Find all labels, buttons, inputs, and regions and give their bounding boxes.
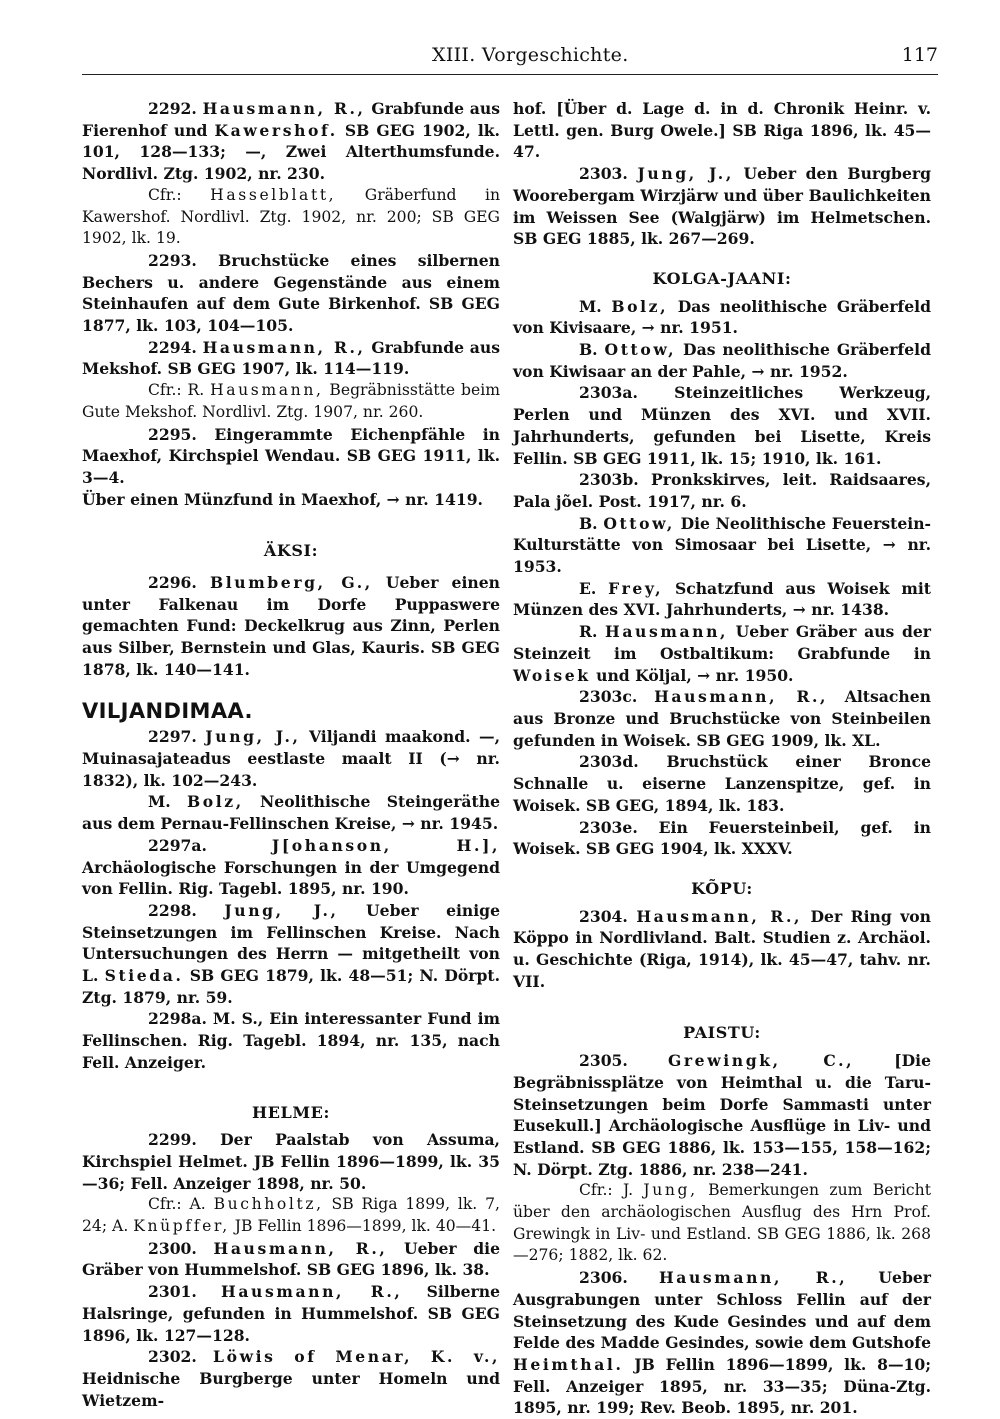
author: Stieda.	[104, 966, 184, 986]
right-column	[513, 98, 931, 1419]
section-heading-aksi: ÄKSI:	[263, 541, 319, 561]
author: Knüpffer,	[133, 1217, 230, 1236]
author: Hausmann, R.,	[658, 1268, 848, 1288]
author: Ottow,	[604, 340, 677, 360]
entry-2301: 2301. Hausmann, R., Silberne Halsringe, gefunden in Hummelshof. SB GEG 1896, lk. 127—128.	[82, 1282, 500, 1345]
place: Heimthal.	[513, 1354, 624, 1374]
entry-kolga-bolz: M. Bolz, Das neolithische Gräberfeld von Kivisaare, → nr. 1951.	[513, 296, 931, 338]
author: Buchholtz,	[213, 1195, 324, 1214]
running-head: XIII. Vorgeschichte.	[432, 44, 629, 66]
author: Bolz,	[611, 296, 669, 316]
entry-2294-cfr: Cfr.: R. Hausmann, Begräbnisstätte beim Gute Mekshof. Nordlivl. Ztg. 1907, nr. 260.	[82, 381, 500, 421]
entry-kolga-ottow: B. Ottow, Das neolithische Gräberfeld von Kiwisaar an der Pahle, → nr. 1952.	[513, 340, 931, 381]
author: Jung, J.,	[224, 900, 339, 920]
author: Hausmann,	[605, 622, 729, 642]
entry-2292: 2292. Hausmann, R., Grabfunde aus Fierenhof und Kawershof. SB GEG 1902, lk. 101, 128—133; —, Zwei Alterthumsfunde. Nordlivl. Ztg. 1902, nr. 230.	[82, 99, 501, 184]
author: Hausmann, R.,	[202, 99, 366, 118]
author: Grewingk, C.,	[667, 1051, 855, 1071]
author: Jung, J.,	[637, 164, 734, 184]
entry-2303b: 2303b. Pronkskirves, leit. Raidsaares, Pala jõel. Post. 1917, nr. 6.	[513, 470, 931, 511]
section-heading-kolga-jaani: KOLGA-JAANI:	[652, 268, 792, 288]
section-heading-helme: HELME:	[252, 1102, 330, 1122]
author: Frey,	[608, 578, 664, 598]
entry-2298: 2298. Jung, J., Ueber einige Steinsetzungen im Fellinschen Kreise. Nach Untersuchungen des Herrn — mitgetheilt von L. Stieda. SB GEG 1879, lk. 48—51; N. Dörpt. Ztg. 1879, nr. 59.	[82, 900, 500, 1007]
author: Hausmann, R.,	[213, 1238, 388, 1258]
section-heading-viljandimaa: VILJANDIMAA.	[82, 698, 253, 723]
author: Hausmann, R.,	[636, 906, 803, 926]
author: J[ohanson, H.],	[206, 835, 500, 855]
section-heading-paistu: PAISTU:	[683, 1023, 761, 1043]
entry-2298a: 2298a. M. S., Ein interessanter Fund im Fellinschen. Rig. Tagebl. 1894, nr. 135, nach Fell. Anzeiger.	[82, 1009, 500, 1072]
entry-2303e: 2303e. Ein Feuersteinbeil, gef. in Woisek. SB GEG 1904, lk. XXXV.	[513, 817, 931, 859]
author: Blumberg, G.,	[209, 573, 373, 593]
header-rule	[82, 74, 938, 75]
author: Hausmann, R.,	[221, 1282, 403, 1302]
author: Löwis of Menar, K. v.,	[213, 1347, 500, 1367]
section-heading-kopu: KÕPU:	[691, 878, 753, 898]
entry-2306: 2306. Hausmann, R., Ueber Ausgrabungen unter Schloss Fellin auf der Steinsetzung des Kude Gesindes und auf dem Felde des Madde Gesindes, sowie dem Gutshofe Heimthal. JB Fellin 1896—1899, lk. 8—10; Fell. Anzeiger 1895, nr. 33—35; Düna-Ztg. 1895, nr. 199; Rev. Beob. 1895, nr. 201.	[513, 1268, 931, 1418]
author: Hausmann,	[210, 381, 324, 400]
entry-2305-cfr: Cfr.: J. Jung, Bemerkungen zum Bericht über den archäologischen Ausflug des Hrn Prof. Grewingk in Liv- und Estland. SB GEG 1886, lk. 268—276; 1882, lk. 62.	[513, 1181, 931, 1265]
entry-2304: 2304. Hausmann, R., Der Ring von Köppo in Nordlivland. Balt. Studien z. Archäol. u. Geschichte (Riga, 1914), lk. 45—47, tahv. nr. VII.	[513, 906, 931, 991]
entry-2297-bolz: M. Bolz, Neolithische Steingeräthe aus dem Pernau-Fellinschen Kreise, → nr. 1945.	[82, 792, 500, 834]
entry-2292-cfr: Cfr.: Hasselblatt, Gräberfund in Kawershof. Nordlivl. Ztg. 1902, nr. 200; SB GEG 1902, lk. 19.	[82, 185, 500, 248]
place: Kawershof.	[214, 120, 338, 140]
author: Bolz,	[186, 792, 244, 812]
entry-2302-continued: hof. [Über d. Lage d. in d. Chronik Heinr. v. Lettl. gen. Burg Owele.] SB Riga 1896, lk. 45—47.	[513, 99, 931, 162]
page-header	[82, 38, 938, 78]
author: Ottow,	[603, 513, 675, 533]
entry-2300: 2300. Hausmann, R., Ueber die Gräber von Hummelshof. SB GEG 1896, lk. 38.	[82, 1238, 500, 1280]
entry-kolga-ottow-2: B. Ottow, Die Neolithische Feuerstein-Kulturstätte von Simosaar bei Lisette, → nr. 1953.	[513, 513, 932, 577]
entry-2295: 2295. Eingerammte Eichenpfähle in Maexhof, Kirchspiel Wendau. SB GEG 1911, lk. 3—4.	[82, 424, 500, 487]
author: Jung, J.,	[205, 727, 301, 747]
entry-2303c: 2303c. Hausmann, R., Altsachen aus Bronze und Bruchstücke von Steinbeilen gefunden in Woisek. SB GEG 1909, lk. XL.	[513, 687, 931, 750]
entry-2303: 2303. Jung, J., Ueber den Burgberg Woorebergam Wirzjärw und über Baulichkeiten im Weissen See (Walgjärw) im Helmetschen. SB GEG 1885, lk. 267—269.	[513, 164, 931, 249]
entry-2294: 2294. Hausmann, R., Grabfunde aus Mekshof. SB GEG 1907, lk. 114—119.	[82, 337, 501, 379]
entry-2297a: 2297a. J[ohanson, H.], Archäologische Forschungen in der Umgegend von Fellin. Rig. Tagebl. 1895, nr. 190.	[82, 835, 500, 899]
entry-2299-cfr: Cfr.: A. Buchholtz, SB Riga 1899, lk. 7, 24; A. Knüpffer, JB Fellin 1896—1899, lk. 40—41.	[82, 1195, 500, 1236]
entry-2303d: 2303d. Bruchstück einer Bronce Schnalle u. eiserne Lanzenspitze, gef. in Woisek. SB GEG, 1894, lk. 183.	[513, 752, 931, 815]
author: Hausmann, R.,	[202, 337, 366, 357]
entry-2293: 2293. Bruchstücke eines silbernen Bechers u. andere Gegenstände aus einem Steinhaufen auf dem Gute Birkenhof. SB GEG 1877, lk. 103, 104—105.	[82, 250, 500, 336]
entry-2296: 2296. Blumberg, G., Ueber einen unter Falkenau im Dorfe Puppaswere gemachten Fund: Deckelkrug aus Zinn, Perlen aus Silber, Bernstein und Glas, Kauris. SB GEG 1878, lk. 140—141.	[82, 573, 500, 679]
entry-kolga-hausmann: R. Hausmann, Ueber Gräber aus der Steinzeit im Ostbaltikum: Grabfunde in Woisek und Köljal, → nr. 1950.	[513, 622, 931, 685]
entry-2299: 2299. Der Paalstab von Assuma, Kirchspiel Helmet. JB Fellin 1896—1899, lk. 35—36; Fell. Anzeiger 1898, nr. 50.	[82, 1130, 500, 1193]
entry-2295-note: Über einen Münzfund in Maexhof, → nr. 1419.	[82, 489, 483, 509]
entry-2305: 2305. Grewingk, C., [Die Begräbnissplätze von Heimthal u. die Taru-Steinsetzungen beim Dorfe Sammasti unter Eusekull.] Archäologische Ausflüge in Liv- und Estland. SB GEG 1886, lk. 153—155, 158—162; N. Dörpt. Ztg. 1886, nr. 238—241.	[513, 1051, 931, 1179]
author: Hausmann, R.,	[654, 687, 829, 707]
left-column	[82, 98, 500, 1411]
entry-2303a: 2303a. Steinzeitliches Werkzeug, Perlen und Münzen des XVI. und XVII. Jahrhunderts, gefunden bei Lisette, Kreis Fellin. SB GEG 1911, lk. 15; 1910, lk. 161.	[513, 383, 931, 468]
entry-2302: 2302. Löwis of Menar, K. v., Heidnische Burgberge unter Homeln und Wietzem-	[82, 1347, 500, 1410]
author: Jung,	[643, 1181, 698, 1200]
entry-2297: 2297. Jung, J., Viljandi maakond. —, Muinasajateadus eestlaste maalt II (→ nr. 1832), lk. 102—243.	[82, 727, 500, 790]
author: Hasselblatt,	[210, 185, 337, 204]
entry-kolga-frey: E. Frey, Schatzfund aus Woisek mit Münzen des XVI. Jahrhunderts, → nr. 1438.	[513, 578, 931, 620]
place: Woisek	[513, 665, 591, 685]
page-number: 117	[901, 44, 938, 66]
